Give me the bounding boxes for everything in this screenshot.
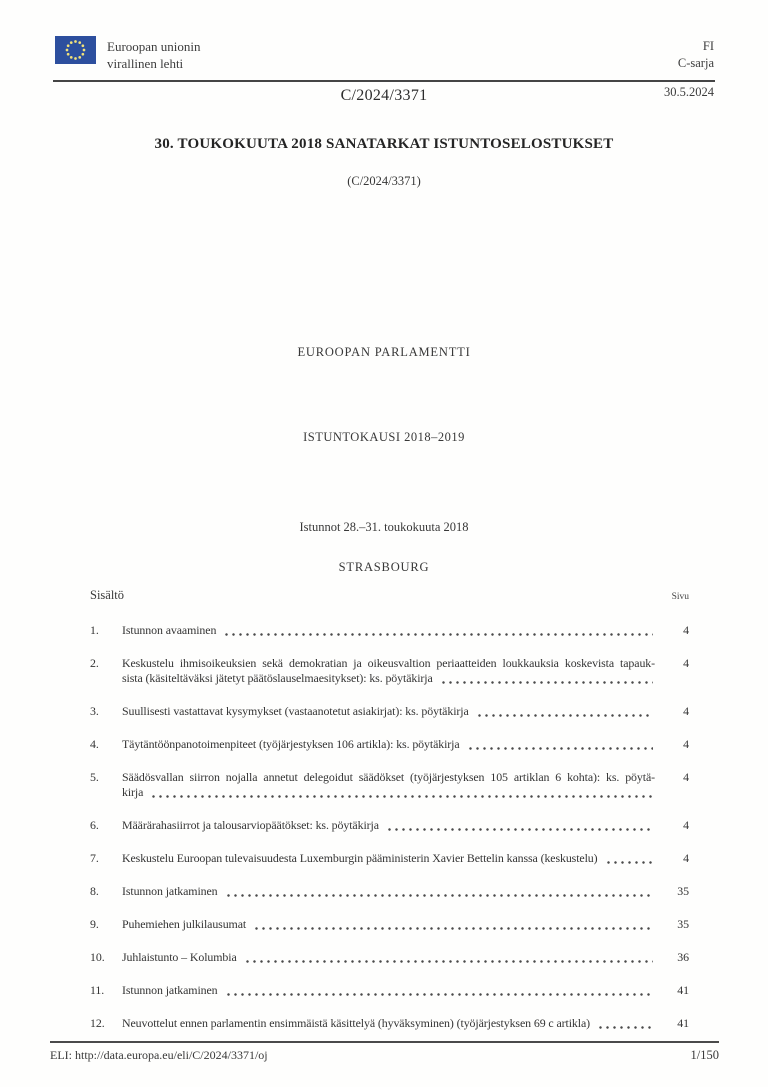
toc-entry	[90, 851, 689, 866]
toc-line: sista (käsiteltäväksi jätetyt päätöslauselmaesitykset): ks. pöytäkirja	[122, 671, 433, 685]
toc-entry-text	[122, 851, 655, 866]
toc-line: Keskustelu Euroopan tulevaisuudesta Luxemburgin pääministerin Xavier Bettelin kanssa (keskustelu)	[122, 851, 598, 865]
dot-leader	[253, 927, 653, 930]
toc-entry-page: 4	[683, 704, 689, 718]
toc-line: Täytäntöönpanotoimenpiteet (työjärjestyksen 106 artikla): ks. pöytäkirja	[122, 737, 460, 751]
toc-line: Puhemiehen julkilausumat	[122, 917, 247, 931]
toc-entry-text	[122, 818, 655, 833]
toc-entry	[90, 917, 689, 932]
dot-leader	[467, 747, 653, 750]
toc-entry	[90, 983, 689, 998]
toc-entry-number: 3.	[90, 704, 99, 718]
header-divider	[53, 80, 715, 82]
dot-leader	[225, 894, 653, 897]
toc-header	[90, 588, 689, 603]
masthead-line2: virallinen lehti	[107, 56, 184, 71]
toc-entry-text	[122, 737, 655, 752]
toc-entry-text	[122, 884, 655, 899]
dot-leader	[225, 993, 653, 996]
footer	[50, 1048, 719, 1063]
dot-leader	[386, 828, 653, 831]
toc-entry	[90, 884, 689, 899]
toc-entry-number: 1.	[90, 623, 99, 637]
toc-entry-number: 9.	[90, 917, 99, 931]
toc-entry-text	[122, 656, 655, 686]
toc-entry-page: 4	[683, 623, 689, 637]
toc-entry	[90, 770, 689, 800]
toc-entry-page: 4	[683, 770, 689, 784]
toc-entry-text	[122, 770, 655, 800]
page-title: 30. TOUKOKUUTA 2018 SANATARKAT ISTUNTOSELOSTUKSET	[154, 136, 614, 152]
masthead-line1: Euroopan unionin	[107, 39, 201, 54]
session-label: ISTUNTOKAUSI 2018–2019	[303, 430, 465, 444]
toc-line: Istunnon jatkaminen	[122, 884, 218, 898]
header	[55, 36, 714, 72]
series-label: C-sarja	[677, 56, 714, 70]
masthead-title	[107, 36, 201, 72]
toc-entry-text	[122, 623, 655, 638]
toc-entry-page: 35	[677, 884, 689, 898]
toc-entry-page: 35	[677, 917, 689, 931]
toc-entry-number: 12.	[90, 1016, 105, 1030]
toc-entry-number: 5.	[90, 770, 99, 784]
toc-line: Istunnon avaaminen	[122, 623, 217, 637]
toc-entry-text	[122, 1016, 655, 1031]
toc-entry-page: 36	[677, 950, 689, 964]
dot-leader	[597, 1026, 653, 1029]
toc-entry	[90, 950, 689, 965]
dot-leader	[440, 681, 653, 684]
location-label: STRASBOURG	[338, 560, 430, 574]
toc-entry-number: 10.	[90, 950, 105, 964]
header-right	[678, 36, 714, 72]
toc-heading: Sisältö	[90, 588, 125, 602]
toc-entry-text	[122, 983, 655, 998]
toc-line: kirja	[122, 785, 144, 799]
toc-entry	[90, 737, 689, 752]
toc-entry-number: 11.	[90, 983, 105, 997]
toc-entry-number: 8.	[90, 884, 99, 898]
language-code: FI	[702, 39, 714, 53]
toc-entry-number: 6.	[90, 818, 99, 832]
toc-entry-number: 7.	[90, 851, 99, 865]
toc-entry-page: 41	[677, 1016, 689, 1030]
toc-entry-text	[122, 917, 655, 932]
toc-entry	[90, 656, 689, 686]
dot-leader	[223, 633, 653, 636]
toc-entry-number: 4.	[90, 737, 99, 751]
toc-line: Suullisesti vastattavat kysymykset (vastaanotetut asiakirjat): ks. pöytäkirja	[122, 704, 469, 718]
toc-page-label: Sivu	[671, 592, 689, 602]
toc-entry	[90, 1016, 689, 1031]
page-indicator: 1/150	[690, 1048, 719, 1062]
document-number: C/2024/3371	[340, 87, 428, 104]
toc-entry-page: 4	[683, 737, 689, 751]
toc-line: Määrärahasiirrot ja talousarviopäätökset: ks. pöytäkirja	[122, 818, 379, 832]
publication-date: 30.5.2024	[664, 85, 714, 99]
toc-line: Juhlaistunto – Kolumbia	[122, 950, 237, 964]
dot-leader	[605, 861, 653, 864]
toc-line: Istunnon jatkaminen	[122, 983, 218, 997]
toc-entry-page: 4	[683, 851, 689, 865]
toc-entry-text	[122, 950, 655, 965]
toc-entry	[90, 623, 689, 638]
toc-line: Keskustelu ihmisoikeuksien sekä demokratian ja oikeusvaltion periaatteiden loukkauksia koskevista tapauk-	[122, 656, 655, 670]
dot-leader	[244, 960, 653, 963]
toc-entry	[90, 704, 689, 719]
toc-line: Neuvottelut ennen parlamentin ensimmäistä käsittelyä (hyväksyminen) (työjärjestyksen 69 c artikla)	[122, 1016, 590, 1030]
toc-entry-number: 2.	[90, 656, 99, 670]
footer-divider	[50, 1041, 719, 1043]
toc-entry	[90, 818, 689, 833]
dot-leader	[150, 795, 653, 798]
sittings-label: Istunnot 28.–31. toukokuuta 2018	[299, 520, 469, 534]
eli-link[interactable]: ELI: http://data.europa.eu/eli/C/2024/3371/oj	[50, 1048, 268, 1062]
toc-entry-page: 4	[683, 818, 689, 832]
toc-line: Säädösvallan siirron nojalla annetut delegoidut säädökset (työjärjestyksen 105 artiklan 6 kohta): ks. pöytä-	[122, 770, 655, 784]
title-reference: (C/2024/3371)	[347, 174, 421, 188]
toc-entry-text	[122, 704, 655, 719]
dot-leader	[476, 714, 653, 717]
eu-flag-icon	[55, 36, 96, 64]
toc-entry-page: 41	[677, 983, 689, 997]
institution-name: EUROOPAN PARLAMENTTI	[297, 345, 471, 359]
toc-entry-page: 4	[683, 656, 689, 670]
toc-list	[90, 623, 689, 1049]
